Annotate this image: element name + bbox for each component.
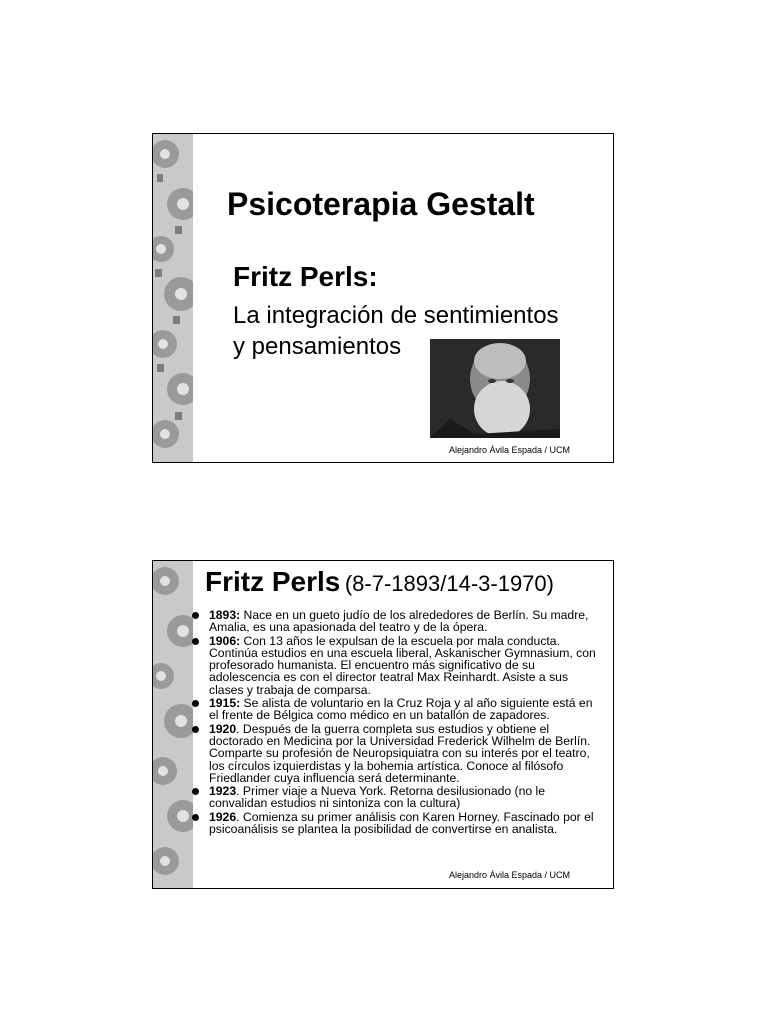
item-text: Se alista de voluntario en la Cruz Roja y al año siguiente está en el frente de Bélgica como médico en un batallón de zapadores. xyxy=(209,696,593,723)
item-year: 1923 xyxy=(209,784,237,799)
item-year: 1915: xyxy=(209,696,241,711)
bullet-icon xyxy=(192,726,199,733)
item-year: 1906: xyxy=(209,633,241,648)
slide-text-line-1: La integración de sentimientos xyxy=(233,302,559,329)
slide-footer: Alejandro Ávila Espada / UCM xyxy=(449,445,571,455)
title-dates: (8-7-1893/14-3-1970) xyxy=(344,571,554,596)
gear-pattern-icon xyxy=(153,134,193,462)
item-text: Nace en un gueto judío de los alrededores de Berlín. Su madre, Amalia, es una apasionada del teatro y de la ópera. xyxy=(209,608,589,635)
bullet-icon xyxy=(192,814,199,821)
slide-text-line-2: y pensamientos xyxy=(233,333,402,360)
list-item xyxy=(209,723,597,784)
slide-subtitle: Fritz Perls: xyxy=(233,261,378,292)
bullet-icon xyxy=(192,700,199,707)
portrait-icon xyxy=(430,339,560,438)
gear-decoration-strip xyxy=(153,561,193,888)
item-text: . Primer viaje a Nueva York. Retorna desilusionado (no le convalidan estudios ni sintoniza con la cultura) xyxy=(209,784,546,811)
list-item xyxy=(209,609,597,634)
list-item xyxy=(209,811,597,836)
biography-list xyxy=(209,609,597,836)
item-text: . Comienza su primer análisis con Karen Horney. Fascinado por el psicoanálisis se plantea la posibilidad de convertirse en analista. xyxy=(209,809,594,837)
item-year: 1920 xyxy=(209,721,237,736)
gear-decoration-strip xyxy=(153,134,193,462)
bullet-icon xyxy=(192,788,199,795)
bullet-icon xyxy=(192,612,199,619)
portrait-photo xyxy=(430,339,560,438)
item-year: 1926 xyxy=(209,809,237,824)
item-text: . Después de la guerra completa sus estudios y obtiene el doctorado en Medicina por la Universidad Frederick Wilhelm de Berlín. Comparte su profesión de Neuropsiquiatra con su interés por el teatro, los círculos izquierdistas y la bohemia artística. Conoce al filósofo Friedlander cuya influencia será determinante. xyxy=(209,721,591,785)
slide-title: Psicoterapia Gestalt xyxy=(227,186,535,222)
slide-title xyxy=(205,566,554,598)
list-item xyxy=(209,697,597,722)
bullet-icon xyxy=(192,638,199,645)
gear-pattern-icon xyxy=(153,561,193,888)
list-item xyxy=(209,635,597,696)
slide-footer: Alejandro Ávila Espada / UCM xyxy=(449,870,571,880)
list-item xyxy=(209,785,597,810)
title-name: Fritz Perls xyxy=(205,566,341,597)
item-text: Con 13 años le expulsan de la escuela por mala conducta. Continúa estudios en una escuela liberal, Askanischer Gymnasium, con profesorado humanista. El encuentro más significativo de su adolescencia es con el director teatral Max Reinhardt. Asiste a sus clases y trabaja de comparsa. xyxy=(209,633,596,697)
slide-1 xyxy=(152,133,614,463)
item-year: 1893: xyxy=(209,608,241,622)
slide-2 xyxy=(152,560,614,889)
